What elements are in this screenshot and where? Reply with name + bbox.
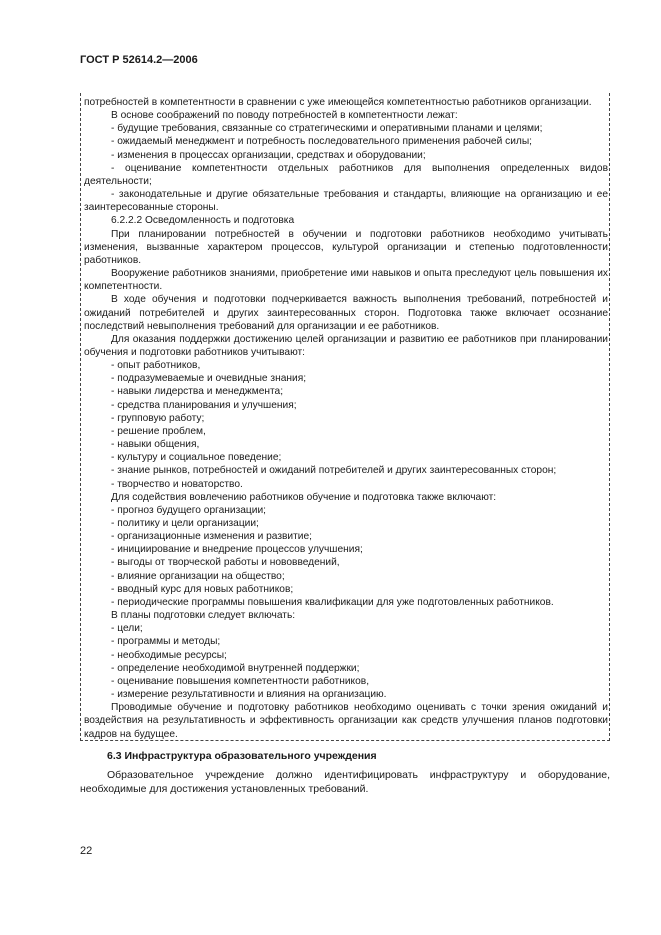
list-item: - инициирование и внедрение процессов улучшения; xyxy=(111,544,363,556)
document-header: ГОСТ Р 52614.2—2006 xyxy=(80,54,198,66)
list-item: - организационные изменения и развитие; xyxy=(111,531,312,543)
list-item: - средства планирования и улучшения; xyxy=(111,399,297,411)
list-item: - навыки общения, xyxy=(111,439,200,451)
paragraph: Проводимые обучение и подготовку работников необходимо оценивать с точки зрения ожиданий и воздействия на результативность и эффективность организации как средств улучшения планов подготовки кадров на будущее. xyxy=(84,702,608,740)
list-item: - политику и цели организации; xyxy=(111,518,259,529)
list-item: - периодические программы повышения квалификации для уже подготовленных работников. xyxy=(111,596,554,608)
considerations-lead: В основе соображений по поводу потребностей в компетентности лежат: xyxy=(111,110,458,122)
list-item: - ожидаемый менеджмент и потребность последовательного применения рабочей силы; xyxy=(111,136,532,148)
paragraph: Для оказания поддержки достижению целей организации и развитию ее работников при планировании обучения и подготовки работников учитывают: xyxy=(84,333,608,358)
list-item: - культуру и социальное поведение; xyxy=(111,452,282,464)
list-item: - групповую работу; xyxy=(111,412,205,424)
page-number: 22 xyxy=(80,845,93,857)
list-item: - выгоды от творческой работы и нововведений, xyxy=(111,557,340,569)
list-item: - определение необходимой внутренней поддержки; xyxy=(111,662,360,674)
list-item: - подразумеваемые и очевидные знания; xyxy=(111,373,307,385)
section-title: 6.3 Инфраструктура образовательного учреждения xyxy=(107,750,377,762)
list-item: - влияние организации на общество; xyxy=(111,570,285,582)
list-item: - вводный курс для новых работников; xyxy=(111,583,294,595)
paragraph: Вооружение работников знаниями, приобретение ими навыков и опыта преследуют цель повышения их компетентности. xyxy=(84,268,608,293)
list-item: - оценивание компетентности отдельных работников для выполнения определенных видов деятельности; xyxy=(84,162,608,187)
list-item: - оценивание повышения компетентности работников, xyxy=(111,675,370,687)
paragraph: Для содействия вовлечению работников обучение и подготовка также включают: xyxy=(111,491,497,503)
paragraph: При планировании потребностей в обучении и подготовки работников необходимо учитывать изменения, вызванные характером процессов, культурой организации и степенью подготовленности работников. xyxy=(84,228,608,266)
list-item: - навыки лидерства и менеджмента; xyxy=(111,386,284,398)
list-item: - изменения в процессах организации, средствах и оборудовании; xyxy=(111,149,426,161)
intro-paragraph: потребностей в компетентности в сравнении с уже имеющейся компетентностью работников организации. xyxy=(84,97,592,108)
paragraph: В планы подготовки следует включать: xyxy=(111,610,296,622)
list-item: - программы и методы; xyxy=(111,636,221,648)
list-item: - необходимые ресурсы; xyxy=(111,649,227,661)
paragraph: В ходе обучения и подготовки подчеркивается важность выполнения требований, потребностей и ожиданий потребителей и других заинтересованных сторон. Подготовка также включает осознание последствий невыполнения требований для организации и ее работников. xyxy=(84,294,608,332)
subsection-title: 6.2.2.2 Осведомленность и подготовка xyxy=(111,215,295,227)
list-item: - опыт работников, xyxy=(111,360,201,372)
list-item: - цели; xyxy=(111,623,143,635)
paragraph: Образовательное учреждение должно идентифицировать инфраструктуру и оборудование, необходимые для достижения установленных требований. xyxy=(80,769,610,795)
framed-content xyxy=(84,96,608,741)
section-body xyxy=(80,768,610,796)
list-item: - творчество и новаторство. xyxy=(111,478,243,490)
list-item: - измерение результативности и влияния на организацию. xyxy=(111,689,387,701)
list-item: - решение проблем, xyxy=(111,425,206,437)
list-item: - законодательные и другие обязательные требования и стандарты, влияющие на организацию и ее заинтересованные стороны. xyxy=(84,189,608,214)
list-item: - знание рынков, потребностей и ожиданий потребителей и других заинтересованных сторон; xyxy=(111,465,557,477)
list-item: - прогноз будущего организации; xyxy=(111,504,266,516)
list-item: - будущие требования, связанные со стратегическими и оперативными планами и целями; xyxy=(111,123,543,135)
